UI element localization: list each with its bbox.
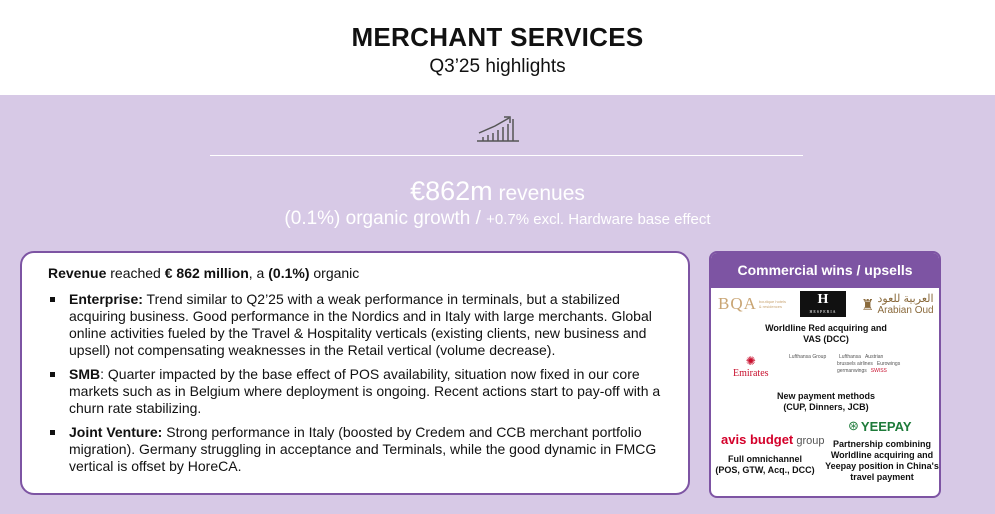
growth-note: +0.7% excl. Hardware base effect — [486, 211, 711, 228]
summary-lead — [48, 265, 670, 282]
commercial-wins-panel — [709, 251, 941, 498]
lh-lufthansa: Lufthansa — [839, 354, 861, 360]
oud-text — [877, 293, 933, 316]
logo-bqa — [718, 294, 789, 314]
revenue-kpi — [0, 176, 995, 207]
hesperia-name: HESPERIA — [809, 309, 837, 314]
bqa-tagline: boutique hotels & residences — [758, 299, 787, 309]
group-word: group — [793, 435, 825, 447]
yeepay-icon: ⊛ — [848, 418, 859, 433]
bullet-text: Trend similar to Q2’25 with a weak performance in terminals, but a stabilized acquiring business. Good performance in the Nordics and in Italy with large merchants. Global online activities fueled by the Travel & Hospitality verticals (existing clients, new business and upsell) not compensating weaknesses in the Retail vertical (volume decrease). — [69, 291, 652, 358]
commercial-wins-title: Commercial wins / upsells — [711, 253, 939, 288]
lead-text: , a — [248, 265, 269, 281]
bullet-joint-venture — [48, 424, 670, 475]
revenue-value: €862m — [410, 176, 493, 206]
summary-bullets — [48, 291, 670, 475]
caption-payment-methods: New payment methods (CUP, Dinners, JCB) — [776, 391, 876, 412]
emirates-emblem-icon: ✺ — [745, 354, 756, 368]
caption-red-acquiring: Worldline Red acquiring and VAS (DCC) — [765, 323, 887, 344]
bullet-text: Strong performance in Italy (boosted by Credem and CCB merchant portfolio migration). Germany struggling in acceptance and Terminals, while the good dynamic in FMCG vertical is offset by HoreCA. — [69, 424, 657, 474]
lead-revenue: Revenue — [48, 265, 107, 281]
bullet-label: Joint Venture: — [69, 424, 163, 440]
oud-emblem-icon: ♜ — [861, 296, 875, 314]
bullet-text: : Quarter impacted by the base effect of POS availability, situation now fixed in our core markets such as in Belgium where deployment is ongoing. Recent actions start to pay-off with a churn rate stabilizing. — [69, 366, 661, 416]
logo-yeepay — [848, 418, 912, 434]
bullet-label: SMB — [69, 366, 101, 382]
revenue-label: revenues — [492, 182, 585, 205]
lead-text: organic — [309, 265, 360, 281]
lh-brussels: brussels airlines — [837, 361, 873, 367]
emirates-name: Emirates — [733, 368, 769, 379]
lh-eurowings: Eurowings — [876, 361, 901, 367]
growth-chart-icon — [475, 113, 521, 143]
lh-group: Lufthansa Group — [789, 354, 827, 360]
logo-arabian-oud — [861, 293, 934, 316]
logo-hesperia — [800, 291, 846, 317]
budget-word: budget — [749, 432, 794, 447]
logo-lufthansa-group — [789, 354, 909, 375]
bqa-logo: BQA — [718, 294, 757, 313]
page-title: MERCHANT SERVICES — [351, 22, 644, 52]
hesperia-mark: H — [817, 292, 829, 307]
page-subtitle: Q3’25 highlights — [429, 56, 566, 77]
lh-austrian: Austrian — [864, 354, 884, 360]
lead-growth: (0.1%) — [268, 265, 310, 281]
lh-germanwings: germanwings — [837, 368, 867, 374]
oud-arabic: العربية للعود — [877, 293, 934, 305]
lead-value: € 862 million — [164, 265, 249, 281]
hesperia-logo — [800, 291, 846, 317]
bullet-enterprise — [48, 291, 670, 359]
avis-word: avis — [721, 432, 747, 447]
oud-english: Arabian Oud — [877, 305, 934, 316]
logo-emirates — [733, 354, 769, 379]
lead-text: reached — [106, 265, 165, 281]
bullet-smb — [48, 366, 670, 417]
logo-avis-budget — [721, 432, 824, 447]
summary-card — [20, 251, 690, 495]
caption-yeepay: Partnership combining Worldline acquiring and Yeepay position in China's travel payment — [825, 439, 939, 482]
lh-swiss: SWISS — [870, 368, 887, 374]
bullet-label: Enterprise: — [69, 291, 143, 307]
growth-main: (0.1%) organic growth / — [284, 208, 487, 229]
yeepay-name: YEEPAY — [860, 418, 912, 434]
caption-omnichannel: Full omnichannel (POS, GTW, Acq., DCC) — [715, 454, 815, 475]
growth-kpi — [0, 208, 995, 230]
avis-budget-logo — [721, 432, 824, 447]
divider — [210, 155, 803, 156]
